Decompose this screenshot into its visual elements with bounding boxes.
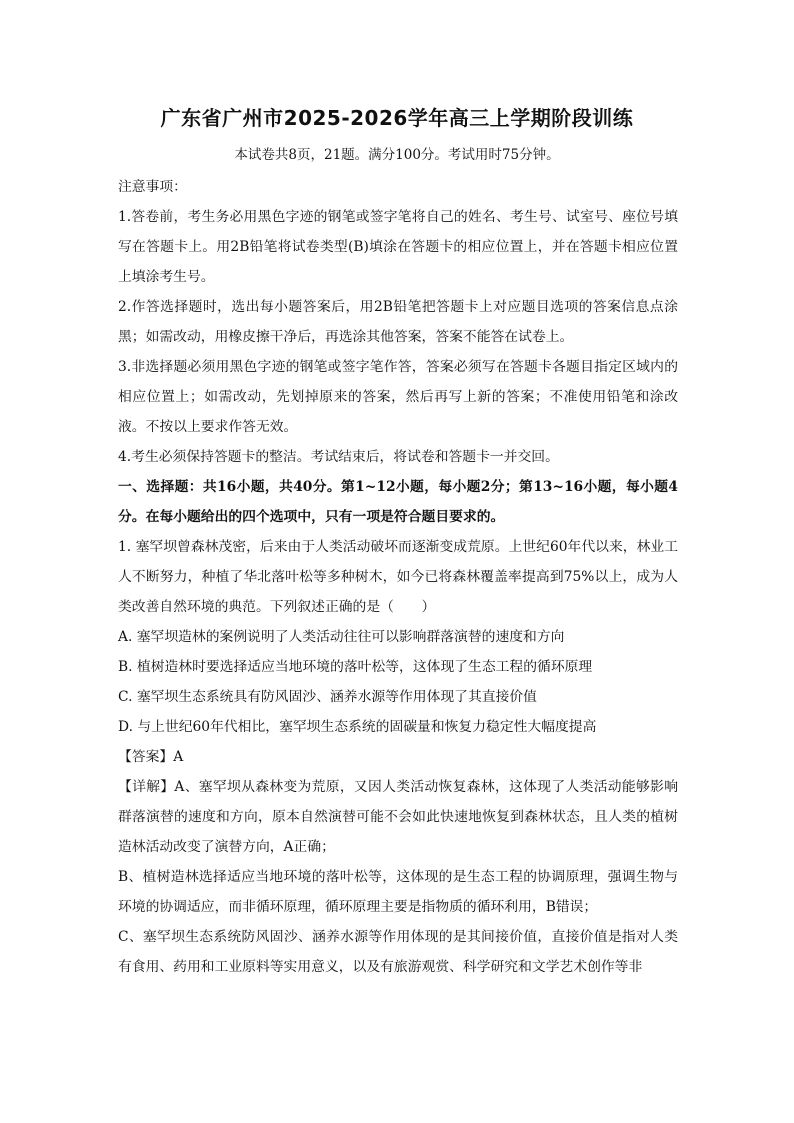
notice-heading: 注意事项： xyxy=(118,179,187,195)
option-a: A. 塞罕坝造林的案例说明了人类活动往往可以影响群落演替的速度和方向 xyxy=(118,629,565,645)
option-c: C. 塞罕坝生态系统具有防风固沙、涵养水源等作用体现了其直接价值 xyxy=(118,689,537,705)
exam-info: 本试卷共8页，21题。满分100分。考试用时75分钟。 xyxy=(234,147,560,163)
option-b: B. 植树造林时要选择适应当地环境的落叶松等，这体现了生态工程的循环原理 xyxy=(118,659,593,675)
explanation-a xyxy=(118,772,678,862)
option-d: D. 与上世纪60年代相比，塞罕坝生态系统的固碳量和恢复力稳定性大幅度提高 xyxy=(118,719,597,735)
explanation-b: B、植树造林选择适应当地环境的落叶松等，这体现的是生态工程的协调原理，强调生物与环境的协调适应，而非循环原理，循环原理主要是指物质的循环利用，B错误； xyxy=(118,869,678,915)
question-stem: 1. 塞罕坝曾森林茂密，后来由于人类活动破坏而逐渐变成荒原。上世纪60年代以来，林业工人不断努力，种植了华北落叶松等多种树木，如今已将森林覆盖率提高到75%以上，成为人类改善自然环境的典范。下列叙述正确的是（ ） xyxy=(118,539,678,615)
explanation-a-text: A、塞罕坝从森林变为荒原，又因人类活动恢复森林，这体现了人类活动能够影响群落演替的速度和方向，原本自然演替可能不会如此快速地恢复到森林状态，且人类的植树造林活动改变了演替方向，A正确； xyxy=(118,779,679,855)
notice-item-3: 3.非选择题必须用黑色字迹的钢笔或签字笔作答，答案必须写在答题卡各题目指定区域内的相应位置上；如需改动，先划掉原来的答案，然后再写上新的答案；不准使用铅笔和涂改液。不按以上要求作答无效。 xyxy=(118,359,678,435)
notice-item-4: 4.考生必须保持答题卡的整洁。考试结束后，将试卷和答题卡一并交回。 xyxy=(118,449,559,465)
answer-label: 【答案】 xyxy=(118,749,174,765)
explanation-label: 【详解】 xyxy=(118,779,175,795)
notice-item-1: 1.答卷前，考生务必用黑色字迹的钢笔或签字笔将自己的姓名、考生号、试室号、座位号填写在答题卡上。用2B铅笔将试卷类型(B)填涂在答题卡的相应位置上，并在答题卡相应位置上填涂考生号。 xyxy=(118,209,678,285)
notice-item-2: 2.作答选择题时，选出每小题答案后，用2B铅笔把答题卡上对应题目选项的答案信息点涂黑；如需改动，用橡皮擦干净后，再选涂其他答案，答案不能答在试卷上。 xyxy=(118,299,678,345)
explanation-c: C、塞罕坝生态系统防风固沙、涵养水源等作用体现的是其间接价值，直接价值是指对人类有食用、药用和工业原料等实用意义，以及有旅游观赏、科学研究和文学艺术创作等非 xyxy=(118,929,678,975)
section-heading: 一、选择题：共16小题，共40分。第1~12小题，每小题2分；第13~16小题，每小题4分。在每小题给出的四个选项中，只有一项是符合题目要求的。 xyxy=(118,479,678,525)
page-title: 广东省广州市2025-2026学年高三上学期阶段训练 xyxy=(160,106,634,130)
answer-line xyxy=(118,742,678,772)
answer-value: A xyxy=(173,749,184,765)
document-body xyxy=(118,172,678,982)
